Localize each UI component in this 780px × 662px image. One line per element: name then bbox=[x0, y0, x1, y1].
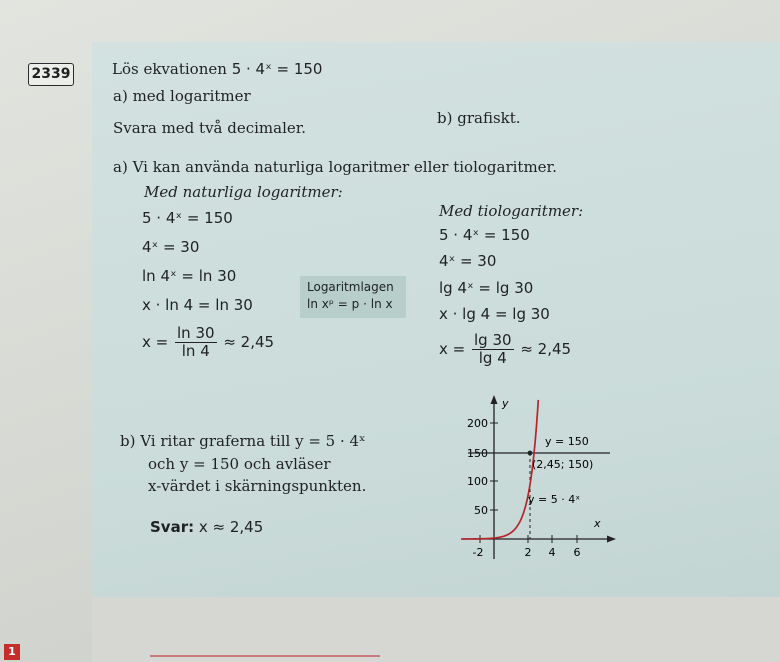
natural-line-4: x · ln 4 = ln 30 bbox=[142, 296, 253, 314]
page-margin bbox=[92, 597, 780, 662]
intersection-point bbox=[528, 451, 533, 456]
x-axis-label: x bbox=[594, 517, 601, 530]
x-axis-arrow bbox=[607, 536, 616, 543]
y-axis-arrow bbox=[491, 395, 498, 404]
label-line: y = 150 bbox=[545, 435, 589, 448]
problem-part-a: a) med logaritmer bbox=[113, 87, 251, 105]
answer-label: Svar: bbox=[150, 518, 195, 536]
natural-line-3: ln 4ˣ = ln 30 bbox=[142, 267, 237, 285]
answer-value: x ≈ 2,45 bbox=[198, 518, 264, 536]
natural-log-heading: Med naturliga logaritmer: bbox=[144, 183, 343, 201]
y-tick-label: 100 bbox=[467, 475, 488, 488]
ten-line-3: lg 4ˣ = lg 30 bbox=[439, 279, 534, 297]
ten-line-4: x · lg 4 = lg 30 bbox=[439, 305, 550, 323]
y-tick-label: 200 bbox=[467, 417, 488, 430]
y-tick-label: 50 bbox=[474, 504, 488, 517]
solution-b-line-1: b) Vi ritar graferna till y = 5 · 4ˣ bbox=[120, 432, 366, 450]
page-marker: 1 bbox=[4, 644, 20, 660]
answer bbox=[150, 518, 263, 536]
decorative-line bbox=[150, 655, 380, 657]
exponential-graph bbox=[458, 393, 618, 565]
label-point: (2,45; 150) bbox=[532, 458, 594, 471]
problem-statement: Lös ekvationen 5 · 4ˣ = 150 bbox=[112, 60, 323, 78]
logarithm-law-box bbox=[300, 276, 406, 318]
ten-fraction: $\frac{\lg 30}{\lg 4}$ bbox=[474, 331, 512, 367]
x-tick-label: 2 bbox=[524, 546, 532, 559]
ten-result: x = $\frac{\lg 30}{\lg 4}$ ≈ 2,45 bbox=[439, 331, 572, 367]
x-tick-label: -2 bbox=[472, 546, 484, 559]
solution-b-line-3: x-värdet i skärningspunkten. bbox=[148, 477, 367, 495]
problem-equation: 5 · 4ˣ = 150 bbox=[231, 60, 323, 78]
natural-fraction: $\frac{\ln 30}{\ln 4}$ bbox=[177, 324, 215, 360]
y-tick-label: 150 bbox=[467, 447, 488, 460]
ten-line-1: 5 · 4ˣ = 150 bbox=[439, 226, 530, 244]
y-axis-label: y bbox=[502, 397, 509, 410]
x-tick-label: 4 bbox=[548, 546, 556, 559]
label-curve: y = 5 · 4ˣ bbox=[528, 493, 581, 506]
solution-b-line-2: och y = 150 och avläser bbox=[148, 455, 331, 473]
x-tick-label: 6 bbox=[573, 546, 581, 559]
problem-decimals: Svara med två decimaler. bbox=[113, 119, 307, 137]
law-formula: ln xᵖ = p · ln x bbox=[307, 297, 393, 311]
ten-log-heading: Med tiologaritmer: bbox=[439, 202, 584, 220]
problem-part-b: b) grafiskt. bbox=[437, 109, 521, 127]
natural-line-1: 5 · 4ˣ = 150 bbox=[142, 209, 233, 227]
law-title: Logaritmlagen bbox=[307, 280, 394, 294]
problem-number: 2339 bbox=[28, 63, 74, 86]
natural-line-2: 4ˣ = 30 bbox=[142, 238, 200, 256]
natural-result: x = $\frac{\ln 30}{\ln 4}$ ≈ 2,45 bbox=[142, 324, 275, 360]
solution-a-intro: a) Vi kan använda naturliga logaritmer eller tiologaritmer. bbox=[113, 158, 557, 176]
ten-line-2: 4ˣ = 30 bbox=[439, 252, 497, 270]
